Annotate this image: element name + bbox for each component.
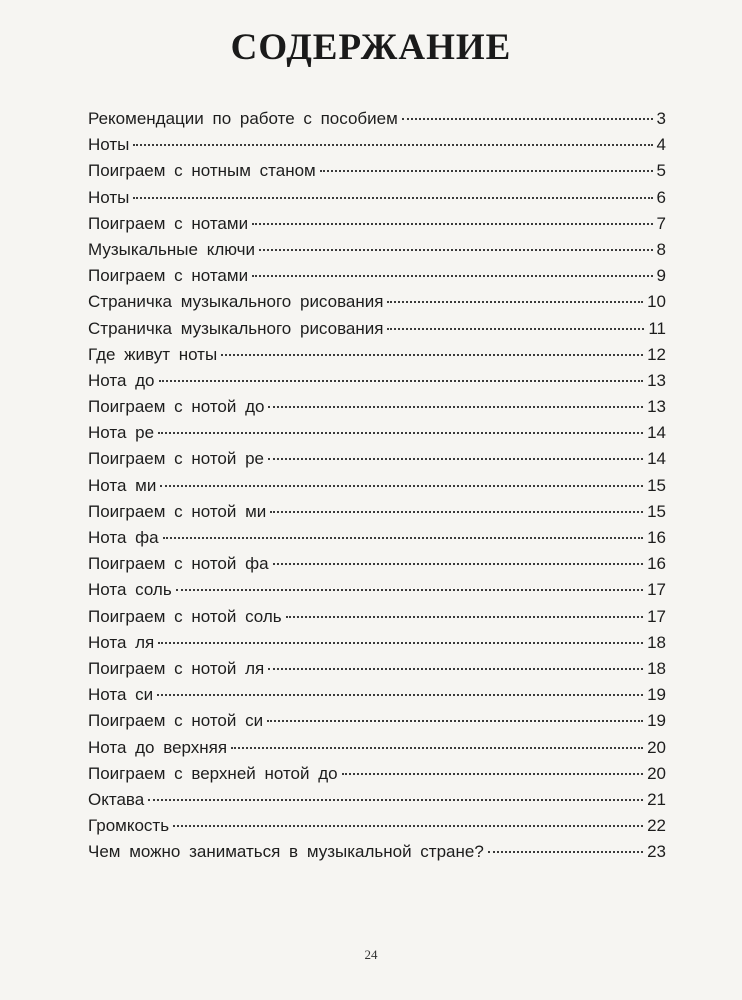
toc-entry-page: 8 [656, 239, 666, 259]
toc-entry [88, 551, 666, 577]
toc-entry [88, 735, 666, 761]
dot-leader [286, 616, 643, 618]
toc-entry-title: Музыкальные ключи [88, 239, 255, 259]
toc-entry [88, 237, 666, 263]
toc-entry-title: Нота ми [88, 475, 157, 495]
toc-entry [88, 473, 666, 499]
toc-entry-page: 17 [647, 580, 666, 600]
toc-entry-title: Страничка музыкального рисования [88, 292, 384, 312]
toc-entry-page: 14 [647, 423, 666, 443]
toc-entry-page: 19 [647, 711, 666, 731]
page-title: СОДЕРЖАНИЕ [230, 27, 512, 68]
toc-entry-title: Октава [88, 789, 145, 809]
toc-entry-title: Поиграем с нотой соль [88, 606, 282, 626]
toc-entry-page: 19 [647, 685, 666, 705]
toc-entry-page: 10 [647, 292, 666, 312]
toc-entry [88, 394, 666, 420]
dot-leader [387, 301, 643, 303]
toc-entry-title: Ноты [88, 135, 130, 155]
toc-entry-title: Поиграем с нотой ля [88, 658, 265, 678]
dot-leader [160, 485, 643, 487]
toc-entry-title: Поиграем с верхней нотой до [88, 763, 338, 783]
dot-leader [268, 668, 643, 670]
toc-entry-title: Нота си [88, 685, 154, 705]
toc-entry-page: 15 [647, 501, 666, 521]
toc-entry [88, 604, 666, 630]
dot-leader [163, 537, 644, 539]
toc-entry-title: Рекомендации по работе с пособием [88, 109, 398, 128]
toc-entry [88, 708, 666, 734]
toc-entry [88, 185, 666, 211]
dot-leader [488, 851, 643, 853]
dot-leader [252, 275, 652, 277]
toc-entry-title: Поиграем с нотой ре [88, 449, 265, 469]
toc-entry-title: Поиграем с нотным станом [88, 161, 316, 181]
toc-entry-page: 21 [647, 789, 666, 809]
dot-leader [342, 773, 643, 775]
toc-entry [88, 787, 666, 813]
toc-entry-page: 12 [647, 344, 666, 364]
toc-entry [88, 342, 666, 368]
toc-entry [88, 761, 666, 787]
toc-entry-page: 4 [656, 135, 666, 155]
toc-entry-title: Поиграем с нотами [88, 213, 249, 233]
dot-leader [173, 825, 643, 827]
toc-entry-title: Где живут ноты [88, 344, 218, 364]
dot-leader [133, 144, 652, 146]
toc-entry-title: Нота до [88, 370, 155, 390]
toc-entry-title: Поиграем с нотой си [88, 711, 264, 731]
table-of-contents [88, 106, 666, 865]
toc-entry-title: Нота ре [88, 423, 155, 443]
toc-entry-title: Нота соль [88, 580, 172, 600]
toc-entry-title: Страничка музыкального рисования [88, 318, 384, 338]
toc-entry-page: 17 [647, 606, 666, 626]
toc-entry-page: 3 [656, 109, 666, 128]
toc-entry-page: 23 [647, 842, 666, 862]
dot-leader [267, 720, 643, 722]
toc-entry [88, 263, 666, 289]
toc-entry-page: 11 [648, 318, 666, 338]
toc-entry [88, 106, 666, 132]
toc-entry-title: Поиграем с нотой ми [88, 501, 267, 521]
toc-entry [88, 656, 666, 682]
toc-entry-page: 16 [647, 554, 666, 574]
toc-entry-title: Нота ля [88, 632, 155, 652]
toc-entry-page: 22 [647, 816, 666, 836]
toc-entry [88, 211, 666, 237]
dot-leader [159, 380, 644, 382]
dot-leader [320, 170, 653, 172]
toc-entry [88, 577, 666, 603]
toc-entry-title: Громкость [88, 816, 170, 836]
toc-entry-page: 20 [647, 737, 666, 757]
page-number: 24 [364, 947, 378, 962]
dot-leader [273, 563, 644, 565]
toc-entry [88, 499, 666, 525]
toc-entry-page: 9 [656, 266, 666, 286]
toc-entry-title: Нота до верхняя [88, 737, 228, 757]
toc-entry-page: 14 [647, 449, 666, 469]
dot-leader [259, 249, 653, 251]
toc-entry [88, 525, 666, 551]
toc-entry [88, 446, 666, 472]
toc-entry [88, 316, 666, 342]
toc-entry-title: Чем можно заниматься в музыкальной стране? [88, 842, 484, 862]
toc-entry-title: Поиграем с нотой до [88, 397, 265, 417]
toc-entry-title: Ноты [88, 187, 130, 207]
toc-entry-title: Поиграем с нотой фа [88, 554, 269, 574]
toc-entry-page: 16 [647, 528, 666, 547]
toc-entry [88, 839, 666, 865]
toc-entry [88, 813, 666, 839]
toc-entry [88, 289, 666, 315]
dot-leader [402, 118, 653, 120]
dot-leader [231, 747, 643, 749]
toc-entry-page: 18 [647, 658, 666, 678]
dot-leader [158, 642, 643, 644]
toc-entry [88, 630, 666, 656]
dot-leader [148, 799, 643, 801]
dot-leader [133, 197, 652, 199]
toc-entry-page: 7 [656, 213, 666, 233]
toc-entry [88, 420, 666, 446]
dot-leader [268, 458, 643, 460]
toc-entry [88, 682, 666, 708]
toc-entry [88, 158, 666, 184]
toc-entry-page: 13 [647, 397, 666, 417]
dot-leader [252, 223, 652, 225]
toc-entry-title: Нота фа [88, 528, 159, 547]
dot-leader [268, 406, 643, 408]
toc-entry-page: 13 [647, 370, 666, 390]
toc-entry [88, 368, 666, 394]
toc-entry-page: 20 [647, 763, 666, 783]
dot-leader [176, 589, 643, 591]
dot-leader [221, 354, 643, 356]
toc-entry [88, 132, 666, 158]
toc-entry-page: 6 [656, 187, 666, 207]
dot-leader [158, 432, 643, 434]
toc-entry-title: Поиграем с нотами [88, 266, 249, 286]
dot-leader [387, 328, 644, 330]
dot-leader [270, 511, 643, 513]
toc-entry-page: 5 [656, 161, 666, 181]
toc-entry-page: 18 [647, 632, 666, 652]
dot-leader [157, 694, 643, 696]
toc-entry-page: 15 [647, 475, 666, 495]
